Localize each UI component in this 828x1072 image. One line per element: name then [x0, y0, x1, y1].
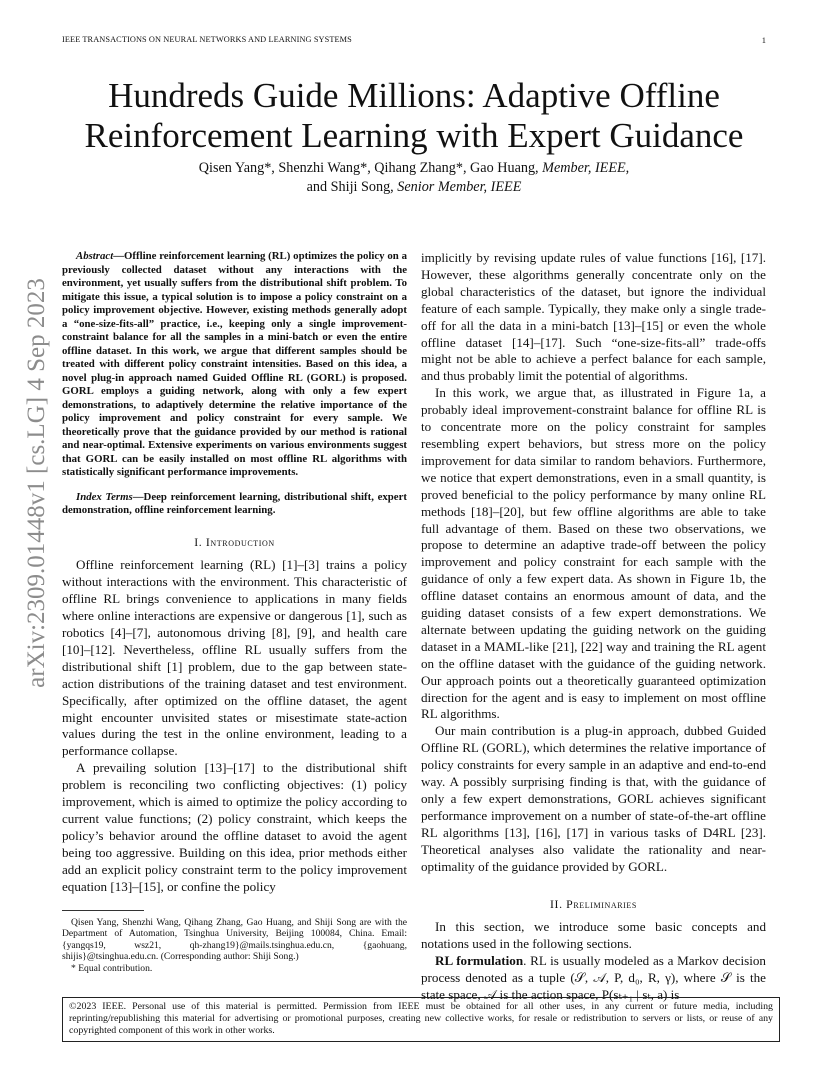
rl-formulation-text: . RL is usually modeled as a Markov decision process denoted as a tuple (𝒮, 𝒜, P, d₀, R, γ), where 𝒮 is the state space, 𝒜 is the action space, P(sₜ₊₁ | sₜ, a) is — [421, 953, 766, 1003]
prelim-paragraph-1: In this section, we introduce some basic concepts and notations used in the following sections. — [421, 919, 766, 952]
copyright-notice: ©2023 IEEE. Personal use of this material is permitted. Permission from IEEE must be obtained for all other uses, in any current or future media, including reprinting/republishing this material for advertising or promotional purposes, creating new collective works, for resale or redistribution to servers or lists, or reuse of any copyrighted component of this work in other works. — [62, 997, 780, 1042]
index-terms-label: Index Terms — [76, 490, 133, 503]
rl-formulation-label: RL formulation — [435, 953, 524, 969]
right-column — [421, 250, 766, 1004]
abstract — [62, 250, 407, 480]
intro-paragraph-4: In this work, we argue that, as illustrated in Figure 1a, a probably ideal improvement-constraint balance for offline RL is to concentrate more on the policy constraint for samples resembling expert behaviors, but stress more on the policy improvement for data similar to random behaviors. Furthermore, we notice that expert demonstrations, even in a small quantity, is proved beneficial to the policy performance by many online RL methods [18]–[20], but few offline algorithms are able to take full advantage of them. Based on these two observations, we propose to determine an adaptive trade-off between the policy improvement and policy constraint for each sample with the guidance of only a few expert data. As shown in Figure 1b, the offline dataset contains an enormous amount of data, and the guiding dataset consists of a few expert demonstrations. We alternate between updating the guiding network on the guiding dataset in a MAML-like [21], [22] way and training the RL agent on the offline dataset with the guidance of the guiding network. Our approach points out a theoretically guaranteed optimization direction for the agent and is easy to implement on most offline RL algorithms. — [421, 385, 766, 722]
index-terms — [62, 491, 407, 518]
equal-contribution-footnote: * Equal contribution. — [71, 962, 153, 974]
running-header: IEEE TRANSACTIONS ON NEURAL NETWORKS AND LEARNING SYSTEMS — [62, 35, 352, 44]
abstract-text: —Offline reinforcement learning (RL) optimizes the policy on a previously collected dataset without any interactions with the environment, yet usually suffers from the distributional shift problem. To mitigate this issue, a typical solution is to impose a policy constraint on a policy improvement objective. However, existing methods generally adopt a “one-size-fits-all” practice, i.e., keeping only a single improvement-constraint balance for all the samples in a mini-batch or even the entire offline dataset. In this work, we argue that different samples should be treated with different policy constraint intensities. Based on this idea, a novel plug-in approach named Guided Offline RL (GORL) is proposed. GORL employs a guiding network, along with only a few expert demonstrations, to adaptively determine the relative importance of the policy improvement and policy constraint for every sample. We theoretically prove that the guidance provided by our method is rational and near-optimal. Extensive experiments on various environments suggest that GORL can be easily installed on most offline RL algorithms with statistically significant performance improvements. — [62, 250, 407, 478]
section-heading-preliminaries: II. Preliminaries — [550, 896, 637, 911]
left-column — [62, 250, 407, 975]
affiliation-footnote: Qisen Yang, Shenzhi Wang, Qihang Zhang, Gao Huang, and Shiji Song are with the Department of Automation, Tsinghua University, Beijing 100084, China. Email: {yangqs19, wsz21, qh-zhang19}@mails.tsinghua.edu.cn, {gaohuang, shijis}@tsinghua.edu.cn. (Corresponding author: Shiji Song.) — [62, 916, 407, 963]
abstract-label: Abstract — [76, 250, 114, 262]
author-line-2 — [0, 178, 828, 197]
author-role-2: Senior Member, IEEE — [397, 179, 522, 195]
contribution-paragraph: Our main contribution is a plug-in approach, dubbed Guided Offline RL (GORL), which determines the relative importance of policy constraints for every sample in an adaptive and end-to-end way. A possibly surprising finding is that, with the guidance of only a few expert demonstrations, GORL achieves significant performance improvement on a number of state-of-the-art offline RL algorithms [13], [16], [17] in various tasks of D4RL [23]. Theoretical analyses also validate the rationality and near-optimality of the guidance provided by GORL. — [421, 723, 766, 874]
index-terms-text: —Deep reinforcement learning, distributional shift, expert demonstration, offline reinforcement learning. — [62, 490, 407, 516]
footnote-divider — [62, 910, 144, 911]
section-heading-introduction: I. Introduction — [194, 534, 275, 549]
intro-paragraph-1: Offline reinforcement learning (RL) [1]–[3] trains a policy without interactions with the environment. This characteristic of offline RL brings convenience to applications in many fields where online interactions are expensive or dangerous [1], such as robotics [4]–[7], autonomous driving [8], [9], and health care [10]–[12]. Nevertheless, offline RL usually suffers from the distributional shift [1] problem, due to the gap between state-action distributions of the training dataset and test environment. Specifically, after optimized on the offline dataset, the agent might encounter unvisited states or misestimate state-action values during the test in the online environment, leading to a performance collapse. — [62, 557, 407, 759]
arxiv-identifier[interactable]: arXiv:2309.01448v1 [cs.LG] 4 Sep 2023 — [23, 278, 50, 688]
author-names-2: and Shiji Song, — [306, 179, 398, 195]
author-line-1 — [0, 159, 828, 178]
author-names-1: Qisen Yang*, Shenzhi Wang*, Qihang Zhang*, Gao Huang, — [198, 160, 543, 176]
page-number: 1 — [761, 35, 766, 45]
intro-paragraph-3: implicitly by revising update rules of value functions [16], [17]. However, these algorithms generally concentrate only on the global characteristics of the dataset, but ignore the individual feature of each sample. Typically, they make only a single trade-off for all the data in a mini-batch [13]–[15] or even the whole offline dataset [14]–[17]. Such “one-size-fits-all” trade-offs might not be able to achieve a perfect balance for each sample, and thus probably limit the potential of algorithms. — [421, 250, 766, 384]
paper-title: Hundreds Guide Millions: Adaptive Offline Reinforcement Learning with Expert Guidance — [84, 76, 744, 155]
author-role-1: Member, IEEE, — [542, 160, 630, 176]
intro-paragraph-2: A prevailing solution [13]–[17] to the distributional shift problem is reconciling two conflicting objectives: (1) policy improvement, which is aimed to optimize the policy according to current value functions; (2) policy constraint, which keeps the policy’s behavior around the offline dataset to avoid the agent being too aggressive. Building on this idea, prior methods either add an explicit policy constraint term to the policy improvement equation [13]–[15], or confine the policy — [62, 760, 407, 894]
author-list — [0, 159, 828, 197]
